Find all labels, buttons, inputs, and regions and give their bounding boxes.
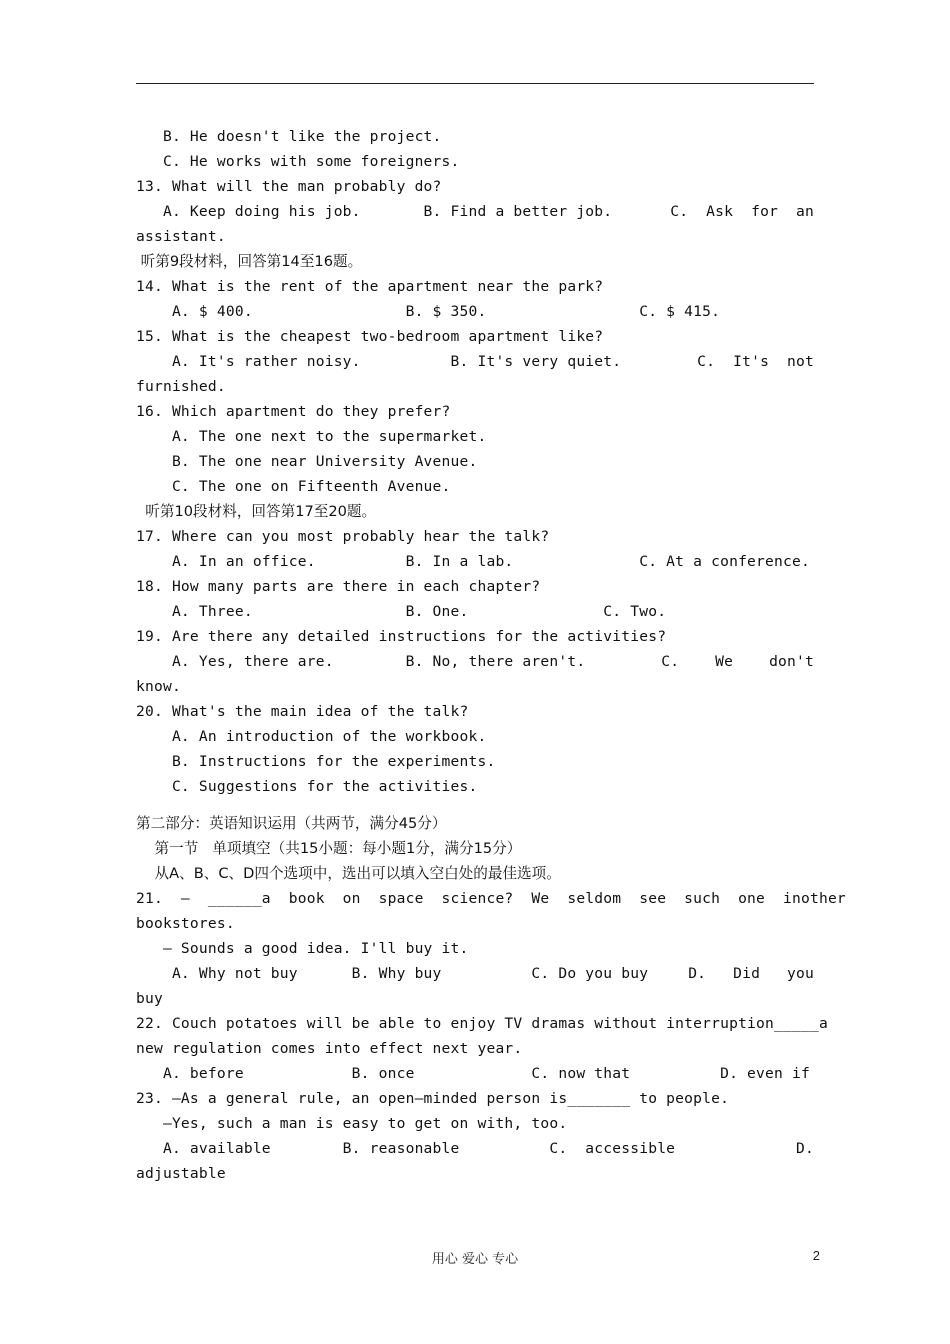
question-text: other <box>800 890 846 907</box>
question-text: a <box>818 1015 828 1032</box>
page-number: 2 <box>812 1248 820 1263</box>
option-text: A. available B. reasonable C. accessible <box>136 1140 676 1157</box>
question-continuation: new regulation comes into effect next year. <box>136 1040 523 1057</box>
dialogue-line: — Sounds a good idea. I'll buy it. <box>136 940 469 957</box>
option-line: B. Instructions for the experiments. <box>136 753 496 770</box>
option-line: A. An introduction of the workbook. <box>136 728 487 745</box>
option-text: D. Did you <box>688 965 814 982</box>
question-23: 23. —As a general rule, an open—minded person is_______ to people. <box>136 1090 730 1107</box>
section-instruction: 从A、B、C、D四个选项中，选出可以填入空白处的最佳选项。 <box>136 865 561 882</box>
section-instruction: 听第10段材料，回答第17至20题。 <box>136 503 377 520</box>
option-line: B. He doesn't like the project. <box>136 128 442 145</box>
options-row-15 <box>136 349 814 374</box>
header-rule <box>136 83 814 84</box>
option-line: C. Suggestions for the activities. <box>136 778 478 795</box>
option-text: A. Why not buy B. Why buy C. Do you buy <box>136 965 649 982</box>
section-one-heading: 第一节 单项填空（共15小题：每小题1分，满分15分） <box>136 840 522 857</box>
spacer <box>136 799 814 811</box>
option-text: A. Keep doing his job. B. Find a better job. <box>136 203 613 220</box>
option-continuation: buy <box>136 990 163 1007</box>
option-text: C. Ask for an <box>670 203 814 220</box>
option-text: C. We don't <box>661 653 814 670</box>
dialogue-line: —Yes, such a man is easy to get on with, too. <box>136 1115 568 1132</box>
options-row-21 <box>136 961 814 986</box>
question-20: 20. What's the main idea of the talk? <box>136 703 469 720</box>
option-text: A. Yes, there are. B. No, there aren't. <box>136 653 586 670</box>
question-text: 21. — ______a book on space science? We seldom see such one in <box>136 890 801 907</box>
section-instruction: 听第9段材料，回答第14至16题。 <box>136 253 363 270</box>
options-row-19 <box>136 649 814 674</box>
option-line: A. The one next to the supermarket. <box>136 428 487 445</box>
question-continuation: bookstores. <box>136 915 235 932</box>
options-row-14: A. $ 400. B. $ 350. C. $ 415. <box>136 303 721 320</box>
options-row-13 <box>136 199 814 224</box>
part-two-heading: 第二部分：英语知识运用（共两节，满分45分） <box>136 815 447 832</box>
question-14: 14. What is the rent of the apartment near the park? <box>136 278 604 295</box>
options-row-23 <box>136 1136 814 1161</box>
option-continuation: furnished. <box>136 378 226 395</box>
option-continuation: assistant. <box>136 228 226 245</box>
option-continuation: know. <box>136 678 181 695</box>
option-line: C. The one on Fifteenth Avenue. <box>136 478 451 495</box>
question-17: 17. Where can you most probably hear the talk? <box>136 528 550 545</box>
question-13: 13. What will the man probably do? <box>136 178 442 195</box>
question-22 <box>136 1011 828 1036</box>
page-footer: 用心 爱心 专心 <box>431 1252 519 1267</box>
option-line: C. He works with some foreigners. <box>136 153 460 170</box>
question-19: 19. Are there any detailed instructions for the activities? <box>136 628 667 645</box>
document-body <box>136 124 846 1186</box>
question-text: 22. Couch potatoes will be able to enjoy TV dramas without interruption_____ <box>136 1015 819 1032</box>
option-text: C. It's not <box>697 353 814 370</box>
option-line: B. The one near University Avenue. <box>136 453 478 470</box>
question-15: 15. What is the cheapest two-bedroom apartment like? <box>136 328 604 345</box>
options-row-18: A. Three. B. One. C. Two. <box>136 603 667 620</box>
options-row-22: A. before B. once C. now that D. even if <box>136 1065 810 1082</box>
option-continuation: adjustable <box>136 1165 226 1182</box>
question-18: 18. How many parts are there in each chapter? <box>136 578 541 595</box>
options-row-17: A. In an office. B. In a lab. C. At a conference. <box>136 553 810 570</box>
question-21 <box>136 886 846 911</box>
option-text: A. It's rather noisy. B. It's very quiet. <box>136 353 622 370</box>
option-text: D. <box>796 1140 814 1157</box>
question-16: 16. Which apartment do they prefer? <box>136 403 451 420</box>
